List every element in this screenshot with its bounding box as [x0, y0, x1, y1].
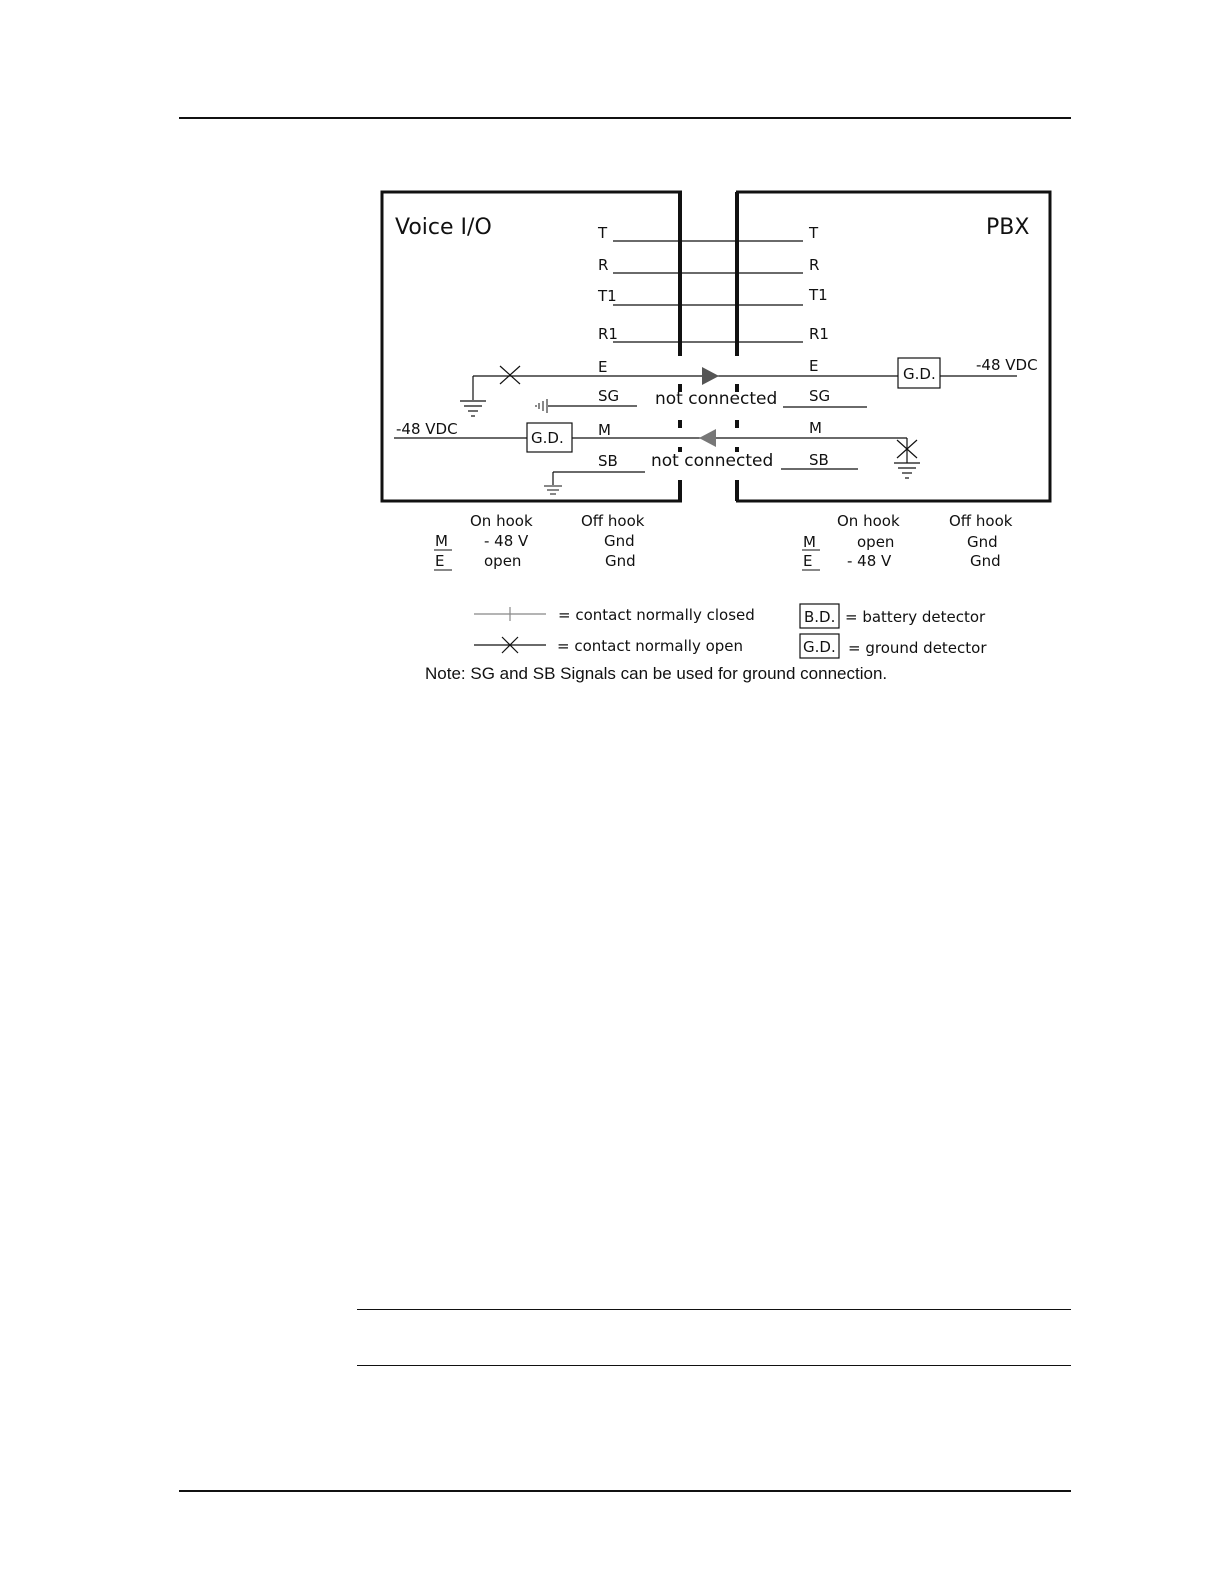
right-label-m: M — [809, 419, 822, 437]
left-row-e-off: Gnd — [605, 552, 636, 570]
pbx-voltage-label: -48 VDC — [976, 356, 1038, 374]
pbx-title: PBX — [986, 215, 1030, 240]
left-label-m: M — [598, 421, 611, 439]
ground-icon — [460, 401, 486, 416]
left-label-t1: T1 — [598, 287, 617, 305]
legend-gd-text: = ground detector — [848, 639, 987, 657]
left-label-e: E — [598, 358, 608, 376]
pbx-state-table — [802, 512, 1013, 570]
left-row-m-label: M — [435, 532, 448, 550]
voice-io-title: Voice I/O — [395, 215, 492, 240]
legend-open-text: = contact normally open — [557, 637, 744, 655]
right-label-sb: SB — [809, 451, 829, 469]
right-row-m-label: M — [803, 533, 816, 551]
e-direction-arrow-icon — [702, 367, 719, 385]
left-label-t: T — [598, 224, 608, 242]
sb-ground-icon — [544, 486, 562, 494]
right-header-off-hook: Off hook — [949, 512, 1013, 530]
right-label-r1: R1 — [809, 325, 829, 343]
not-connected-sg: not connected — [655, 389, 778, 409]
closed-contact-icon — [474, 607, 546, 621]
legend — [474, 604, 987, 658]
diagram-note: Note: SG and SB Signals can be used for ground connection. — [425, 664, 888, 683]
box-rule-top — [357, 1309, 1071, 1310]
open-contact-icon — [474, 637, 546, 653]
left-label-r: R — [598, 256, 609, 274]
right-label-r: R — [809, 256, 820, 274]
pbx-ground-icon — [894, 463, 920, 478]
left-header-off-hook: Off hook — [581, 512, 645, 530]
legend-bd-text: = battery detector — [845, 608, 986, 626]
voice-io-voltage-label: -48 VDC — [396, 420, 458, 438]
right-row-e-label: E — [803, 552, 813, 570]
voice-io-state-table — [434, 512, 645, 570]
pbx-ground-detector-label: G.D. — [903, 365, 936, 383]
legend-gd-box-label: G.D. — [803, 638, 836, 656]
right-row-m-on: open — [857, 533, 895, 551]
voice-io-ground-detector-label: G.D. — [531, 429, 564, 447]
left-label-r1: R1 — [598, 325, 618, 343]
legend-bd-box-label: B.D. — [804, 608, 836, 626]
em-signaling-diagram — [0, 0, 1224, 720]
legend-closed-text: = contact normally closed — [558, 606, 755, 624]
right-label-sg: SG — [809, 387, 831, 405]
through-lines — [613, 241, 803, 342]
left-label-sg: SG — [598, 387, 620, 405]
right-row-e-off: Gnd — [970, 552, 1001, 570]
right-header-on-hook: On hook — [837, 512, 900, 530]
left-row-m-off: Gnd — [604, 532, 635, 550]
bottom-rule — [179, 1490, 1071, 1492]
sb-line — [553, 469, 858, 485]
left-row-e-label: E — [435, 552, 445, 570]
left-row-e-on: open — [484, 552, 522, 570]
sg-ground-icon — [536, 399, 547, 413]
right-label-e: E — [809, 357, 819, 375]
right-label-t: T — [809, 224, 819, 242]
box-rule-bottom — [357, 1365, 1071, 1366]
m-direction-arrow-icon — [699, 429, 716, 447]
left-row-m-on: - 48 V — [484, 532, 529, 550]
not-connected-sb: not connected — [651, 451, 774, 471]
left-header-on-hook: On hook — [470, 512, 533, 530]
left-label-sb: SB — [598, 452, 618, 470]
right-row-m-off: Gnd — [967, 533, 998, 551]
right-row-e-on: - 48 V — [847, 552, 892, 570]
right-label-t1: T1 — [809, 286, 828, 304]
